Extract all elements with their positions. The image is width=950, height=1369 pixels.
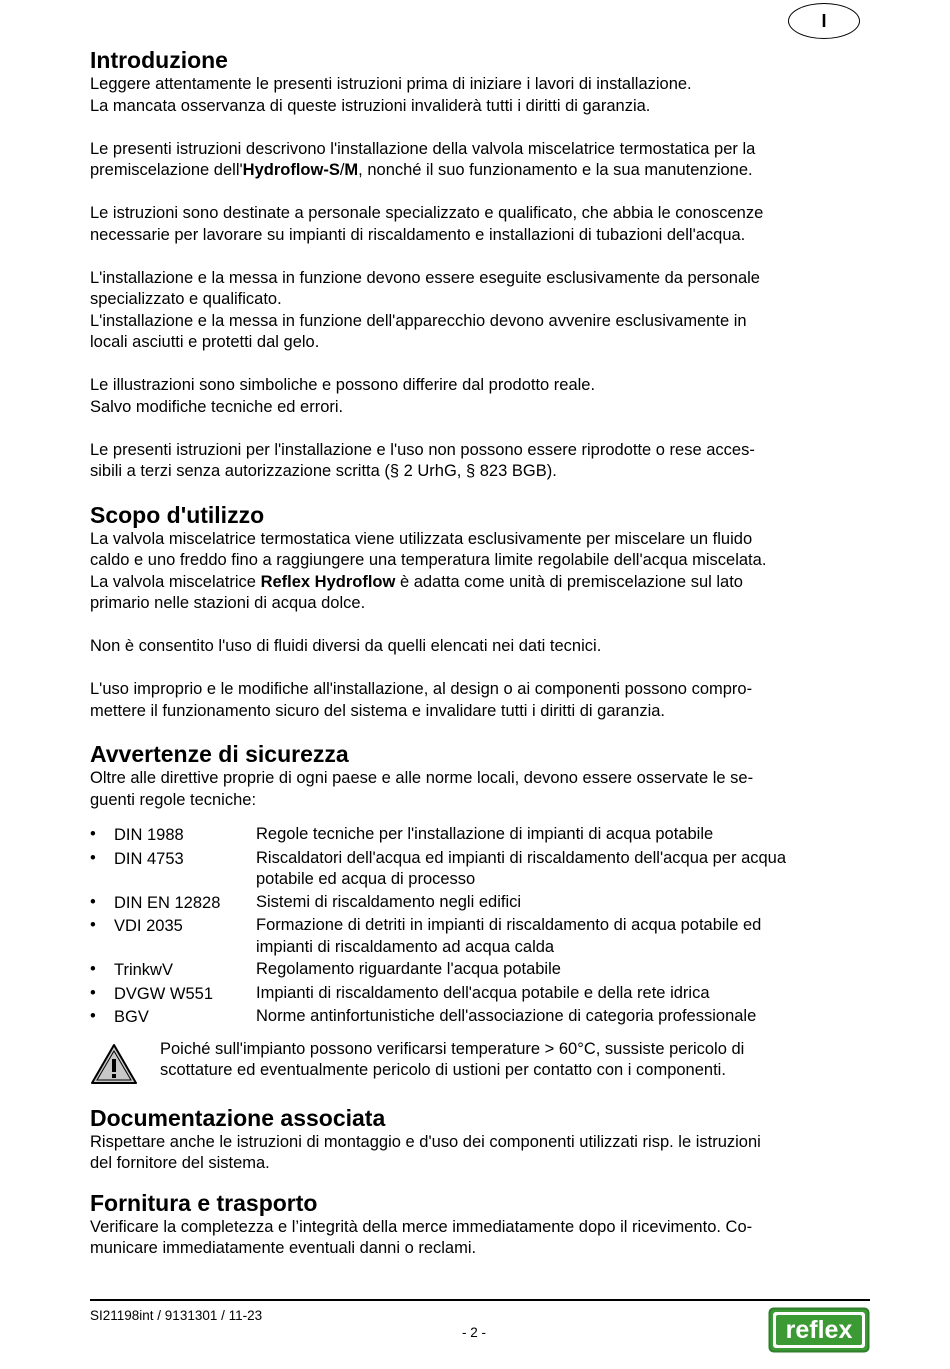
norm-description: Impianti di riscaldamento dell'acqua potabile e della rete idrica [256,983,710,1002]
scope-paragraph-1: La valvola miscelatrice termostatica viene utilizzata esclusivamente per miscelare un fluido caldo e uno freddo fino a raggiungere una temperatura limite regolabile dell'acqua miscelata. La valvola miscelatrice Reflex Hydroflow è adatta come unità di premiscelazione sul lato primario nelle stazioni di acqua dolce. [90,529,767,612]
norms-list [90,824,865,1029]
language-badge: I [788,3,860,39]
logo-text: reflex [785,1316,853,1344]
list-item: • VDI 2035 Formazione di detriti in impianti di riscaldamento di acqua potabile ed impianti di riscaldamento ad acqua calda [90,915,865,958]
page-number: - 2 - [462,1325,487,1340]
norm-code: DIN EN 12828 [114,893,221,912]
document-body [90,46,865,1260]
docs-heading: Documentazione associata [90,1104,386,1131]
norm-description: Riscaldatori dell'acqua ed impianti di riscaldamento dell'acqua per acqua potabile ed acqua di processo [256,848,787,888]
intro-paragraph-6: Le presenti istruzioni per l'installazione e l'uso non possono essere riprodotte o rese acces- sibili a terzi senza autorizzazione scritta (§ 2 UrhG, § 823 BGB). [90,440,755,480]
norm-description: Regolamento riguardante l'acqua potabile [256,960,561,978]
warning-triangle-icon [90,1039,160,1090]
footer-divider [90,1299,870,1301]
list-item: • DIN 1988 Regole tecniche per l'installazione di impianti di acqua potabile [90,824,865,847]
intro-heading: Introduzione [90,47,228,73]
list-item: • DIN EN 12828 Sistemi di riscaldamento negli edifici [90,892,865,915]
list-item: • DIN 4753 Riscaldatori dell'acqua ed impianti di riscaldamento dell'acqua per acqua potabile ed acqua di processo [90,848,865,891]
scope-paragraph-2: Non è consentito l'uso di fluidi diversi da quelli elencati nei dati tecnici. [90,637,602,655]
warning-note [90,1039,865,1090]
scope-paragraph-3: L'uso improprio e le modifiche all'installazione, al design o ai componenti possono compro- mettere il funzionamento sicuro del sistema e invalidare tutti i diritti di garanzia. [90,680,753,720]
norm-code: DVGW W551 [114,984,214,1003]
intro-paragraph-1: Leggere attentamente le presenti istruzioni prima di iniziare i lavori di installazione. La mancata osservanza di queste istruzioni invaliderà tutti i diritti di garanzia. [90,75,692,115]
intro-paragraph-2: Le presenti istruzioni descrivono l'installazione della valvola miscelatrice termostatica per la premiscelazione dell'Hydroflow-S/M, nonché il suo funzionamento e la sua manutenzione. [90,139,756,179]
list-item: • TrinkwV Regolamento riguardante l'acqua potabile [90,959,865,982]
reflex-logo [768,1307,870,1353]
list-item: • DVGW W551 Impianti di riscaldamento dell'acqua potabile e della rete idrica [90,983,865,1006]
supply-paragraph: Verificare la completezza e l’integrità della merce immediatamente dopo il ricevimento. Co- municare immediatamente eventuali danni o reclami. [90,1217,753,1257]
norm-code: VDI 2035 [114,917,183,935]
list-item: • BGV Norme antinfortunistiche dell'associazione di categoria professionale [90,1006,865,1029]
intro-paragraph-4: L'installazione e la messa in funzione devono essere eseguite esclusivamente da personale specializzato e qualificato. L'installazione e la messa in funzione dell'apparecchio devono avvenire esclusivamente in locali asciutti e protetti dal gelo. [90,268,760,351]
norm-description: Formazione di detriti in impianti di riscaldamento di acqua potabile ed impianti di riscaldamento ad acqua calda [256,916,762,956]
safety-paragraph: Oltre alle direttive proprie di ogni paese e alle norme locali, devono essere osservate le se- guenti regole tecniche: [90,769,754,809]
scope-heading: Scopo d'utilizzo [90,501,265,528]
norm-description: Sistemi di riscaldamento negli edifici [256,892,522,911]
supply-heading: Fornitura e trasporto [90,1189,318,1216]
warning-text: Poiché sull'impianto possono verificarsi temperature > 60°C, sussiste pericolo di scottature ed eventualmente pericolo di ustioni per contatto con i componenti. [160,1039,745,1079]
norm-description: Norme antinfortunistiche dell'associazione di categoria professionale [256,1007,757,1025]
safety-heading: Avvertenze di sicurezza [90,741,349,767]
norm-code: DIN 4753 [114,849,184,868]
intro-paragraph-3: Le istruzioni sono destinate a personale specializzato e qualificato, che abbia le conoscenze necessarie per lavorare su impianti di riscaldamento e installazioni di tubazioni dell'acqua. [90,204,764,244]
docs-paragraph: Rispettare anche le istruzioni di montaggio e d'uso dei componenti utilizzati risp. le istruzioni del fornitore del sistema. [90,1132,761,1172]
norm-code: DIN 1988 [114,826,184,844]
intro-paragraph-5: Le illustrazioni sono simboliche e possono differire dal prodotto reale. Salvo modifiche tecniche ed errori. [90,376,596,416]
norm-code: BGV [114,1008,149,1026]
document-id: SI21198int / 9131301 / 11-23 [90,1308,263,1323]
norm-description: Regole tecniche per l'installazione di impianti di acqua potabile [256,825,714,843]
norm-code: TrinkwV [114,961,173,979]
